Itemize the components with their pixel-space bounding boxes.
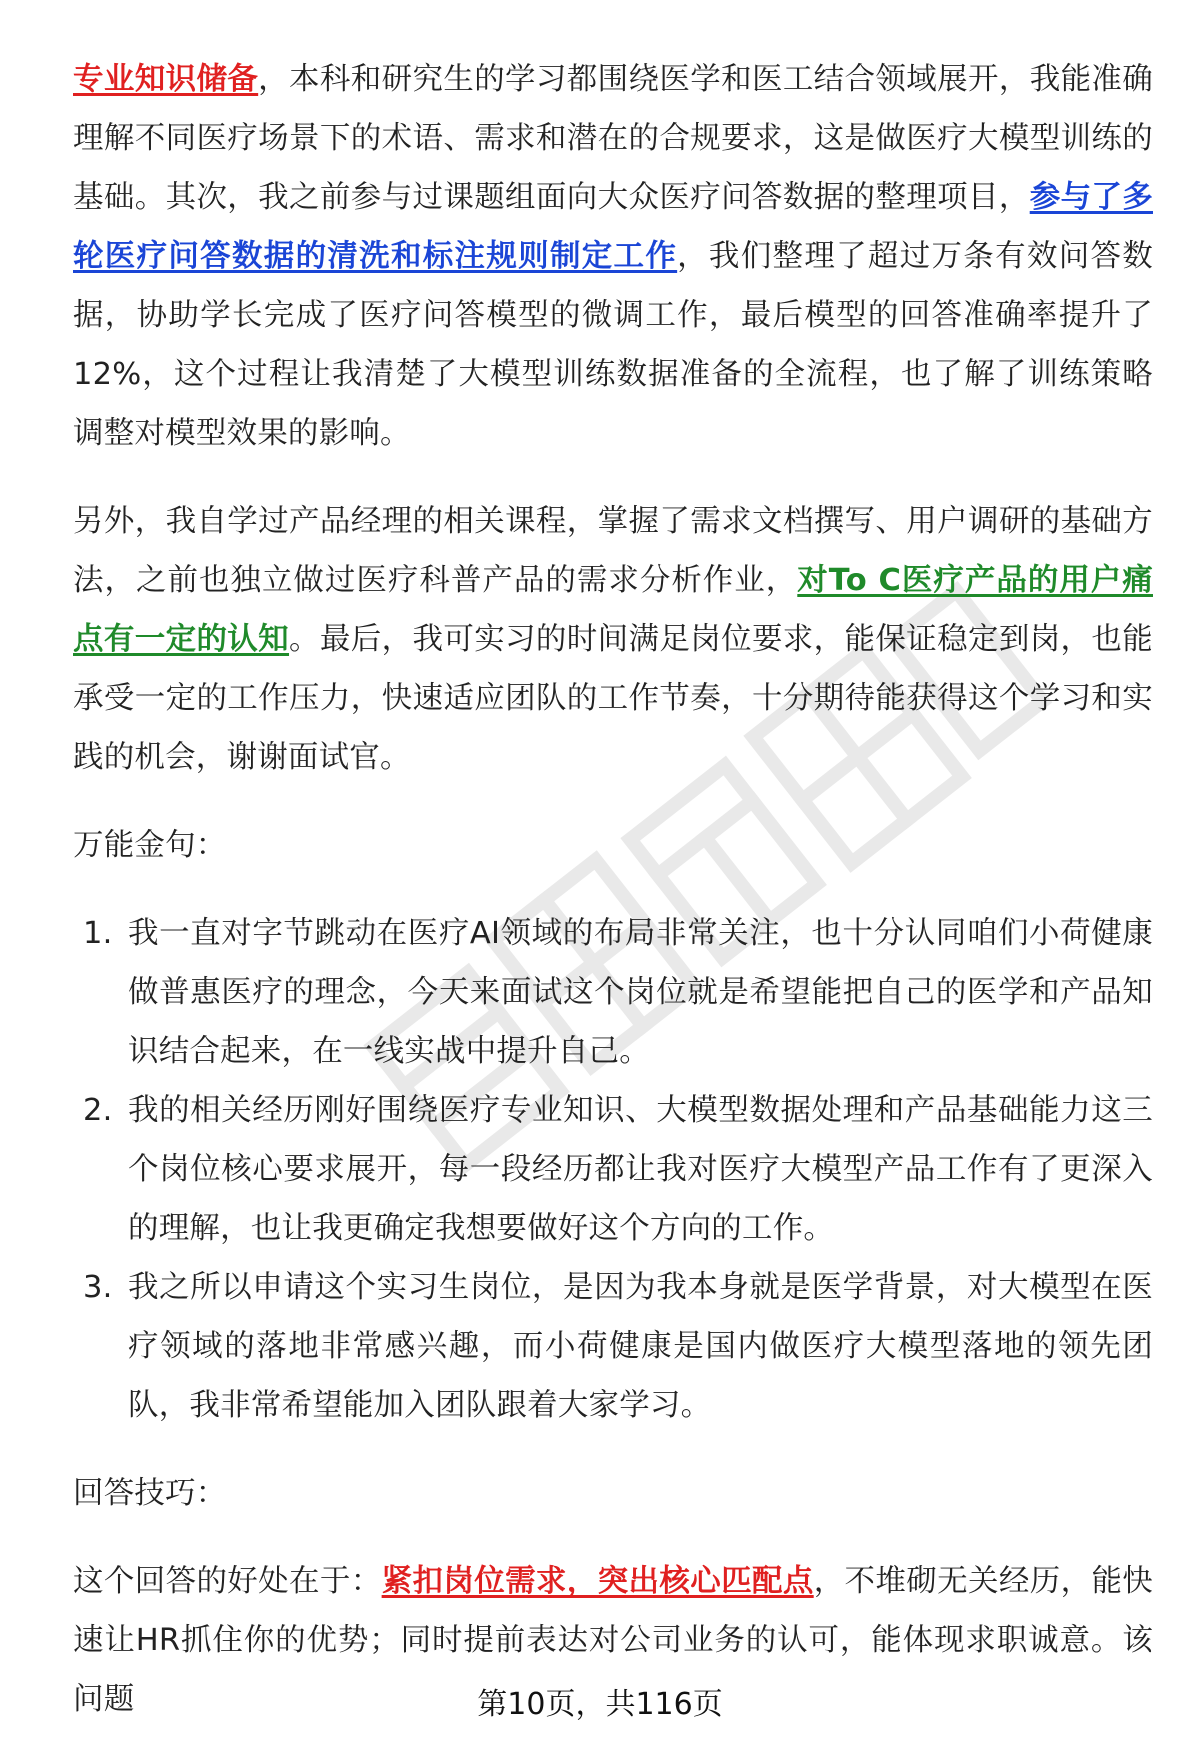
list-item — [73, 1258, 1153, 1435]
highlight-data-cleaning: 参与了多轮医疗问答数据的清洗和标注规则制定工作 — [73, 180, 1153, 274]
list-item — [73, 1081, 1153, 1258]
paragraph-product-skills — [73, 492, 1153, 787]
document-body — [73, 50, 1153, 1729]
highlight-core-match: 紧扣岗位需求，突出核心匹配点 — [381, 1564, 814, 1599]
list-number: 1. — [83, 916, 113, 951]
highlight-professional-knowledge: 专业知识储备 — [73, 62, 259, 97]
paragraph-experience — [73, 50, 1153, 463]
paragraph-text: ，不堆砌无关经历，能快速让HR抓住你的优势；同时提前表达对公司业务的认可，能体现求职诚意。该问题 — [73, 1564, 1153, 1717]
paragraph-text: 。最后，我可实习的时间满足岗位要求，能保证稳定到岗，也能承受一定的工作压力，快速适应团队的工作节奏，十分期待能获得这个学习和实践的机会，谢谢面试官。 — [73, 622, 1153, 775]
section-heading-golden-sentences: 万能金句： — [73, 828, 227, 863]
golden-sentences-list — [73, 904, 1153, 1435]
list-item-text: 我的相关经历刚好围绕医疗专业知识、大模型数据处理和产品基础能力这三个岗位核心要求展开，每一段经历都让我对医疗大模型产品工作有了更深入的理解，也让我更确定我想要做好这个方向的工作。 — [128, 1093, 1153, 1246]
paragraph-text: ，我们整理了超过万条有效问答数据，协助学长完成了医疗问答模型的微调工作，最后模型的回答准确率提升了12%，这个过程让我清楚了大模型训练数据准备的全流程，也了解了训练策略调整对模型效果的影响。 — [73, 239, 1153, 451]
list-item-text: 我一直对字节跳动在医疗AI领域的布局非常关注，也十分认同咱们小荷健康做普惠医疗的理念，今天来面试这个岗位就是希望能把自己的医学和产品知识结合起来，在一线实战中提升自己。 — [128, 916, 1153, 1069]
page-number-footer: 第10页，共116页 — [477, 1687, 723, 1722]
highlight-user-pain-points: 对To C医疗产品的用户痛点有一定的认知 — [73, 563, 1153, 657]
list-number: 2. — [83, 1093, 113, 1128]
section-heading-answer-tips: 回答技巧： — [73, 1476, 227, 1511]
list-number: 3. — [83, 1270, 113, 1305]
list-item-text: 我之所以申请这个实习生岗位，是因为我本身就是医学背景，对大模型在医疗领域的落地非常感兴趣，而小荷健康是国内做医疗大模型落地的领先团队，我非常希望能加入团队跟着大家学习。 — [128, 1270, 1153, 1423]
paragraph-text: 另外，我自学过产品经理的相关课程，掌握了需求文档撰写、用户调研的基础方法，之前也独立做过医疗科普产品的需求分析作业， — [73, 504, 1153, 598]
list-item — [73, 904, 1153, 1081]
paragraph-text: 这个回答的好处在于： — [73, 1564, 382, 1599]
paragraph-text: ，本科和研究生的学习都围绕医学和医工结合领域展开，我能准确理解不同医疗场景下的术语、需求和潜在的合规要求，这是做医疗大模型训练的基础。其次，我之前参与过课题组面向大众医疗问答数据的整理项目， — [73, 62, 1153, 215]
